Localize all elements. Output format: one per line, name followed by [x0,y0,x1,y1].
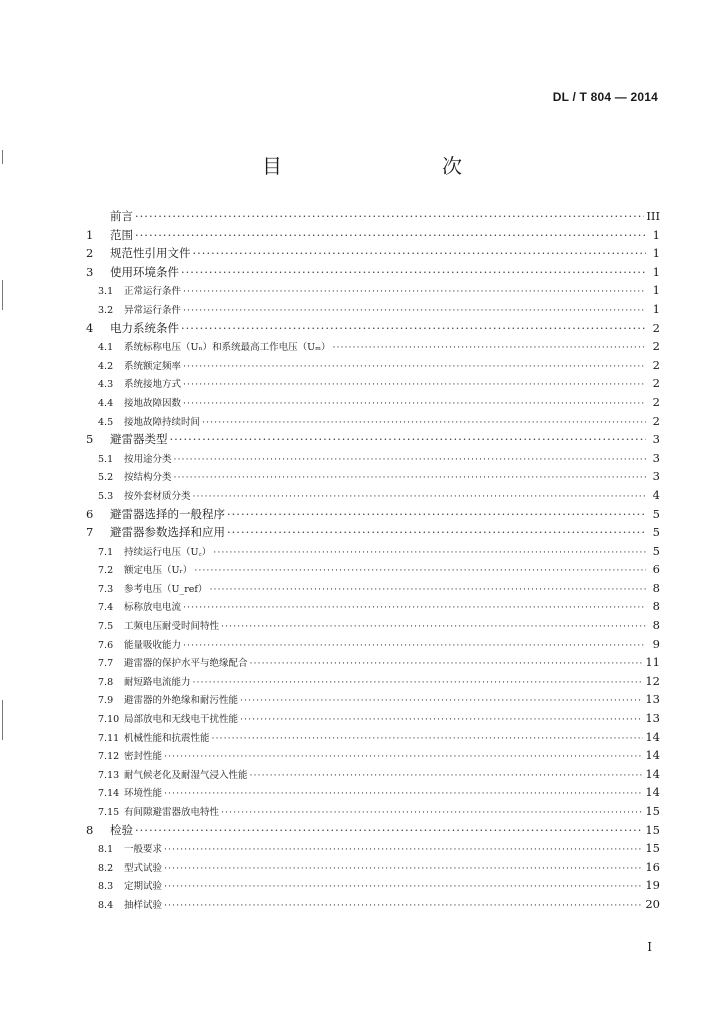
toc-leader-dots [240,692,643,711]
toc-entry-page: 15 [645,841,660,856]
toc-entry-page: 1 [652,264,660,279]
toc-entry-page: 1 [652,246,660,261]
toc-leader-dots [250,767,644,786]
toc-entry-number: 5.2 [98,472,114,484]
toc-entry-number: 7.15 [98,807,120,818]
toc-entry[interactable] [86,579,660,598]
toc-entry-number: 8.4 [98,899,114,911]
toc-entry-page: 14 [645,785,660,800]
toc-entry-page: 8 [652,580,660,595]
toc-entry[interactable] [86,393,660,412]
toc-leader-dots [170,430,647,449]
toc-entry-page: 14 [645,748,660,763]
toc-entry[interactable] [86,523,660,542]
toc-leader-dots [193,674,644,693]
scan-edge-mark [2,280,3,310]
toc-entry[interactable] [86,337,660,356]
toc-entry-label: 前言 [110,209,133,223]
toc-entry-label: 电力系统条件 [110,320,179,335]
toc-entry-label: 耐气候老化及耐湿气浸入性能 [124,769,248,781]
toc-entry-number: 5.3 [98,490,114,502]
toc-entry[interactable] [86,560,660,579]
toc-entry[interactable] [86,356,660,375]
toc-entry-number: 1 [86,227,94,242]
toc-leader-dots [227,505,646,524]
toc-entry-number: 2 [86,246,94,261]
toc-entry-page: 14 [645,729,660,744]
toc-leader-dots [250,655,644,674]
toc-entry[interactable] [86,709,660,728]
toc-entry-label: 规范性引用文件 [110,246,191,261]
toc-entry[interactable] [86,263,660,282]
toc-entry-number: 7.5 [98,621,114,633]
toc-entry-page: 9 [652,636,660,651]
toc-entry-number: 7.7 [98,658,114,670]
toc-entry-page: 2 [652,413,660,428]
toc-leader-dots [174,469,646,488]
toc-entry-label: 标称放电电流 [124,602,182,614]
toc-entry-number: 5.1 [98,453,114,465]
toc-entry[interactable] [86,467,660,486]
toc-entry-number: 8.2 [98,862,114,874]
toc-entry-page: 2 [652,320,660,335]
toc-entry[interactable] [86,746,660,765]
toc-leader-dots [181,319,646,338]
toc-entry-label: 异常运行条件 [124,304,182,316]
toc-leader-dots [164,785,643,804]
toc-entry-page: 6 [652,562,660,577]
toc-entry-number: 4 [86,320,94,335]
toc-entry[interactable] [86,597,660,616]
toc-entry-number: 7.8 [98,676,114,688]
toc-entry-label: 持续运行电压（U꜀） [124,546,212,558]
toc-entry-label: 避雷器参数选择和应用 [110,525,225,540]
toc-leader-dots [183,599,646,618]
toc-entry-page: 13 [645,711,660,726]
toc-entry-page: 3 [652,469,660,484]
toc-entry[interactable] [86,300,660,319]
toc-entry[interactable] [86,505,660,524]
toc-entry-label: 按用途分类 [124,453,172,465]
toc-entry-page: 19 [645,878,660,893]
toc-entry-label: 密封性能 [124,751,163,763]
toc-entry[interactable] [86,858,660,877]
toc-entry[interactable] [86,653,660,672]
toc-entry-page: 12 [645,673,660,688]
toc-leader-dots [212,730,644,749]
toc-entry-page: 8 [652,599,660,614]
toc-entry-number: 7 [86,525,94,540]
toc-entry[interactable] [86,542,660,561]
toc-entry-page: 16 [645,859,660,874]
toc-entry-label: 能量吸收能力 [124,639,182,651]
toc-entry-label: 接地故障持续时间 [124,416,201,428]
toc-entry-page: 3 [652,432,660,447]
toc-entry[interactable] [86,821,660,840]
toc-entry-number: 7.9 [98,695,114,707]
toc-entry-label: 范围 [110,227,133,242]
toc-entry-number: 3.1 [98,286,114,298]
toc-entry[interactable] [86,802,660,821]
toc-entry-page: 4 [652,487,660,502]
toc-leader-dots [164,860,643,879]
toc-entry-page: 2 [652,394,660,409]
toc-entry[interactable] [86,895,660,914]
toc-leader-dots [183,376,646,395]
toc-entry-label: 定期试验 [124,881,163,893]
toc-entry[interactable] [86,430,660,449]
toc-entry-page: 2 [652,357,660,372]
toc-leader-dots [174,451,646,470]
toc-entry-label: 检验 [110,822,133,837]
toc-entry-label: 参考电压（U_ref） [124,583,208,595]
toc-entry-page: 13 [645,692,660,707]
toc-entry-number: 7.1 [98,546,114,558]
toc-entry-label: 系统额定频率 [124,360,182,372]
toc-entry-number: 7.14 [98,788,120,800]
toc-entry-page: 11 [645,655,660,670]
toc-leader-dots [213,544,646,563]
toc-leader-dots [135,226,646,245]
toc-entry-number: 7.10 [98,714,120,726]
toc-entry-number: 5 [86,432,94,447]
toc-entry-number: 7.4 [98,602,114,614]
toc-entry-label: 避雷器的外绝缘和耐污性能 [124,695,239,707]
toc-entry-page: 1 [652,283,660,298]
toc-entry[interactable] [86,449,660,468]
toc-leader-dots [332,339,646,358]
toc-entry-number: 4.5 [98,416,114,428]
toc-entry-label: 按结构分类 [124,472,172,484]
toc-entry-label: 耐短路电流能力 [124,676,191,688]
toc-entry[interactable] [86,765,660,784]
toc-entry[interactable] [86,412,660,431]
toc-entry-number: 4.1 [98,342,114,354]
toc-entry-number: 4.4 [98,397,114,409]
toc-entry-page: 15 [645,804,660,818]
toc-entry-label: 机械性能和抗震性能 [124,732,210,744]
toc-entry-number: 8 [86,822,94,837]
toc-entry-number: 3.2 [98,304,114,316]
toc-entry-number: 4.3 [98,379,114,391]
toc-entry-page: 8 [652,618,660,633]
toc-entry-label: 避雷器选择的一般程序 [110,506,225,521]
toc-entry-number: 7.12 [98,751,120,763]
toc-entry[interactable] [86,244,660,263]
toc-entry-page: 5 [652,525,660,540]
toc-leader-dots [164,878,643,897]
toc-entry-page: 2 [652,339,660,354]
toc-entry-label: 正常运行条件 [124,286,182,298]
toc-entry-page: 5 [652,506,660,521]
toc-entry[interactable] [86,486,660,505]
toc-leader-dots [164,897,643,916]
toc-entry-number: 3 [86,264,94,279]
toc-leader-dots [240,711,643,730]
toc-leader-dots [164,841,643,860]
toc-entry-page: 1 [652,301,660,316]
toc-entry-label: 接地故障因数 [124,397,182,409]
toc-entry[interactable] [86,672,660,691]
toc-entry[interactable] [86,783,660,802]
toc-entry[interactable] [86,839,660,858]
toc-leader-dots [181,263,646,282]
toc-entry-page: 2 [652,376,660,391]
toc-entry-page: 1 [652,227,660,242]
toc-entry-label: 避雷器的保护水平与绝缘配合 [124,658,248,670]
toc-entry-page: III [646,209,660,223]
toc-entry-label: 局部放电和无线电干扰性能 [124,714,239,726]
table-of-contents [86,207,660,914]
toc-leader-dots [164,748,643,767]
toc-entry-number: 7.6 [98,639,114,651]
toc-entry-label: 工频电压耐受时间特性 [124,621,220,633]
toc-entry-label: 使用环境条件 [110,264,179,279]
toc-entry-number: 8.3 [98,881,114,893]
toc-entry-label: 一般要求 [124,844,163,856]
toc-entry-number: 7.11 [98,732,120,744]
toc-entry[interactable] [86,319,660,338]
page-number: I [647,940,652,954]
toc-entry-label: 型式试验 [124,862,163,874]
toc-entry-label: 有间隙避雷器放电特性 [124,807,220,818]
toc-leader-dots [183,358,646,377]
toc-entry[interactable] [86,281,660,300]
toc-entry[interactable] [86,728,660,747]
standard-code: DL / T 804 — 2014 [552,90,658,104]
toc-leader-dots [194,562,646,581]
toc-entry[interactable] [86,226,660,245]
toc-entry[interactable] [86,374,660,393]
toc-leader-dots [227,523,646,542]
toc-entry-label: 抽样试验 [124,899,163,911]
toc-entry-label: 系统接地方式 [124,379,182,391]
toc-leader-dots [183,637,646,656]
toc-leader-dots [183,283,646,302]
toc-entry-page: 15 [645,822,660,837]
toc-entry-number: 7.3 [98,583,114,595]
toc-entry-number: 4.2 [98,360,114,372]
toc-entry[interactable] [86,207,660,226]
toc-entry-page: 5 [652,543,660,558]
toc-entry[interactable] [86,616,660,635]
toc-entry[interactable] [86,876,660,895]
scan-edge-mark [2,150,3,164]
toc-entry-label: 按外套材质分类 [124,490,191,502]
toc-entry-number: 6 [86,506,94,521]
toc-leader-dots [135,821,643,840]
toc-entry-page: 3 [652,450,660,465]
toc-entry-label: 系统标称电压（Uₙ）和系统最高工作电压（Uₘ） [124,342,331,354]
toc-entry-label: 额定电压（Uᵣ） [124,565,193,577]
toc-entry-label: 环境性能 [124,788,163,800]
toc-leader-dots [193,244,647,263]
toc-entry-page: 14 [645,766,660,781]
toc-leader-dots [183,395,646,414]
toc-entry-label: 避雷器类型 [110,432,168,447]
toc-entry[interactable] [86,690,660,709]
toc-entry[interactable] [86,635,660,654]
toc-leader-dots [209,581,646,600]
toc-entry-number: 7.2 [98,565,114,577]
toc-entry-number: 8.1 [98,844,114,856]
toc-entry-page: 20 [645,896,660,911]
toc-leader-dots [135,207,644,226]
toc-title: 目 次 [262,154,502,178]
toc-leader-dots [221,618,646,637]
toc-entry-number: 7.13 [98,769,120,781]
scan-edge-mark [2,700,3,740]
